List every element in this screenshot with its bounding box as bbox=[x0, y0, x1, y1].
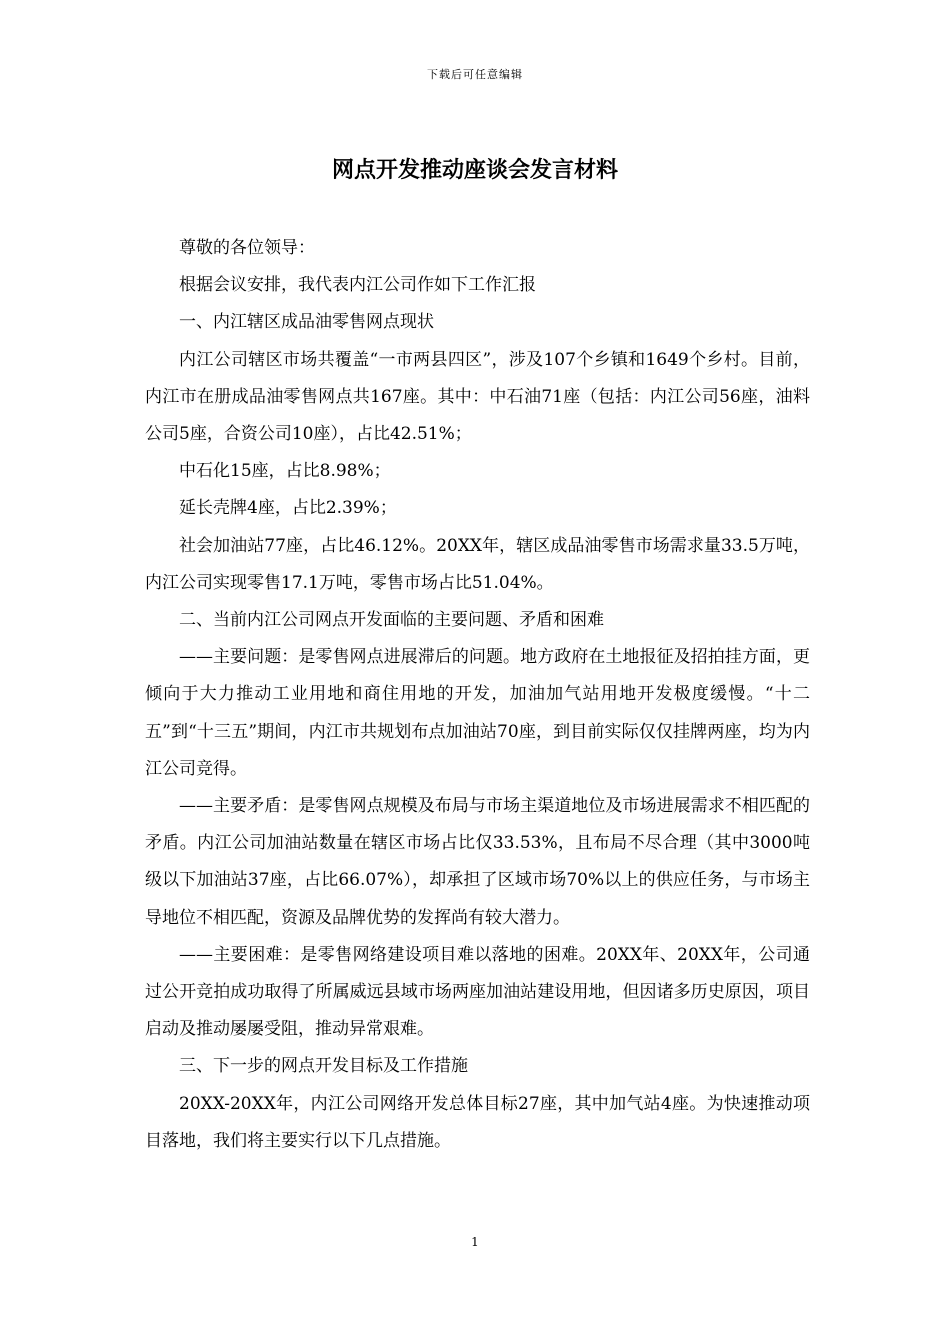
paragraph: ——主要矛盾：是零售网点规模及布局与市场主渠道地位及市场进展需求不相匹配的矛盾。内江公司加油站数量在辖区市场占比仅33.53%，且布局不尽合理（其中3000吨级以下加油站37座，占比66.07%），却承担了区域市场70%以上的供应任务，与市场主导地位不相匹配，资源及品牌优势的发挥尚有较大潜力。 bbox=[145, 796, 810, 928]
paragraph: ——主要问题：是零售网点进展滞后的问题。地方政府在土地报征及招拍挂方面，更倾向于大力推动工业用地和商住用地的开发，加油加气站用地开发极度缓慢。“十二五”到“十三五”期间，内江市共规划布点加油站70座，到目前实际仅仅挂牌两座，均为内江公司竞得。 bbox=[145, 647, 810, 779]
paragraph: 延长壳牌4座，占比2.39%； bbox=[179, 498, 397, 519]
paragraph: ——主要困难：是零售网络建设项目难以落地的困难。20XX年、20XX年，公司通过公开竞拍成功取得了所属威远县域市场两座加油站建设用地，但因诸多历史原因，项目启动及推动屡屡受阻，推动异常艰难。 bbox=[145, 944, 810, 1040]
section-heading: 一、内江辖区成品油零售网点现状 bbox=[179, 312, 434, 333]
document-body bbox=[145, 230, 810, 1160]
section-heading: 三、下一步的网点开发目标及工作措施 bbox=[179, 1056, 468, 1077]
salutation: 尊敬的各位领导： bbox=[179, 238, 315, 258]
section-heading: 二、当前内江公司网点开发面临的主要问题、矛盾和困难 bbox=[179, 610, 604, 631]
paragraph: 20XX-20XX年，内江公司网络开发总体目标27座，其中加气站4座。为快速推动项目落地，我们将主要实行以下几点措施。 bbox=[145, 1093, 810, 1151]
paragraph: 内江公司辖区市场共覆盖“一市两县四区”，涉及107个乡镇和1649个乡村。目前，内江市在册成品油零售网点共167座。其中：中石油71座（包括：内江公司56座，油料公司5座，合资公司10座），占比42.51%； bbox=[145, 349, 810, 445]
paragraph: 社会加油站77座，占比46.12%。20XX年，辖区成品油零售市场需求量33.5万吨，内江公司实现零售17.1万吨，零售市场占比51.04%。 bbox=[145, 535, 810, 593]
page-number: 1 bbox=[471, 1235, 479, 1249]
paragraph: 根据会议安排，我代表内江公司作如下工作汇报 bbox=[179, 275, 536, 296]
page-title: 网点开发推动座谈会发言材料 bbox=[331, 157, 618, 183]
header-note: 下载后可任意编辑 bbox=[427, 68, 523, 81]
paragraph: 中石化15座，占比8.98%； bbox=[179, 461, 391, 482]
